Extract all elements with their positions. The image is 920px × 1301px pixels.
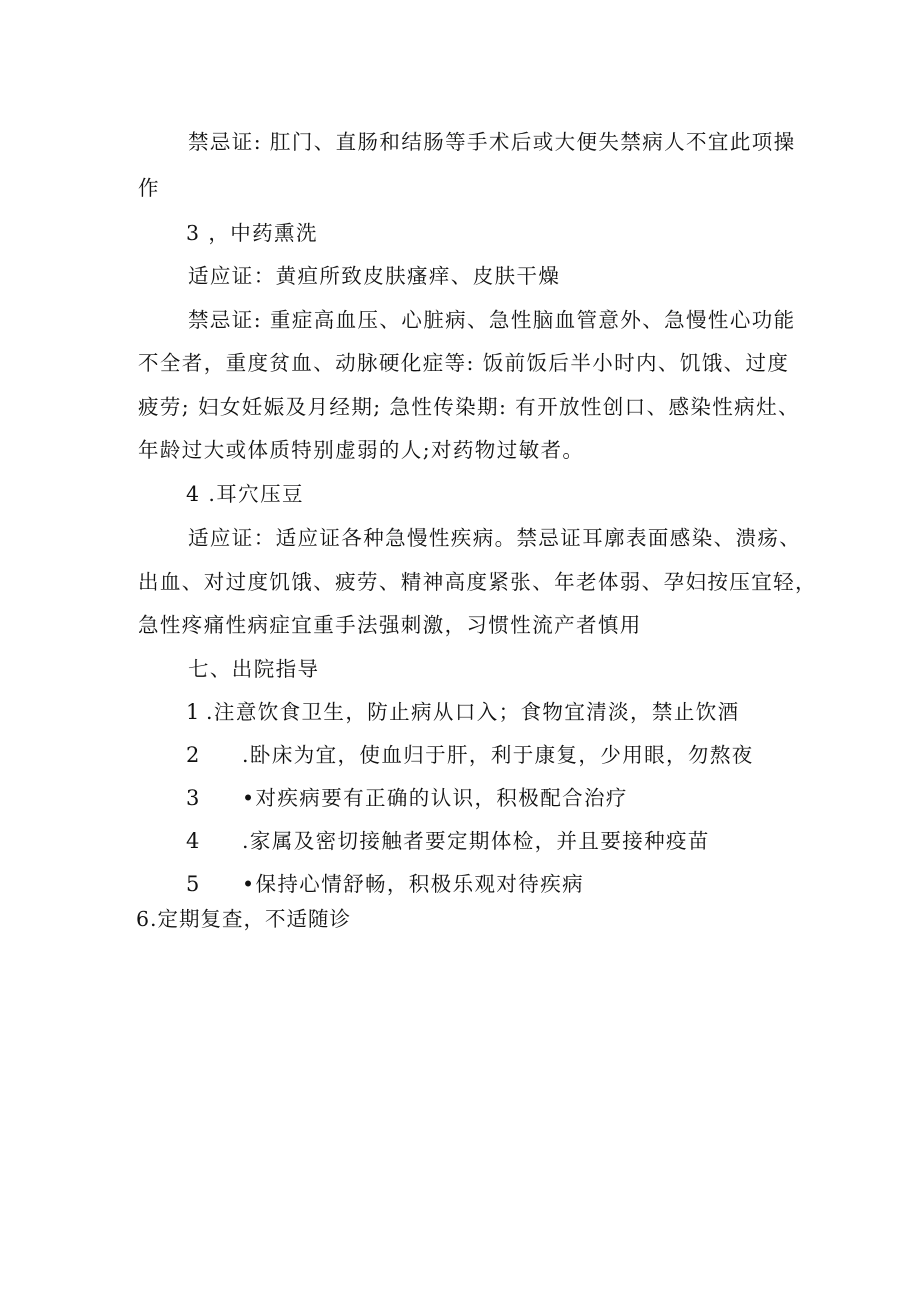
list-item-text: •对疾病要有正确的认识，积极配合治疗: [242, 786, 628, 810]
section-heading-discharge-guidance: 七、出院指导: [188, 657, 320, 681]
list-item-number: 3: [186, 786, 200, 810]
contraindication-line: 作: [138, 176, 160, 200]
list-item-six: 6.定期复查，不适随诊: [136, 907, 352, 931]
contraindication-line: 禁忌证: 重症高血压、心脏病、急性脑血管意外、急慢性心功能: [188, 308, 796, 332]
list-item-text: •保持心情舒畅，积极乐观对待疾病: [242, 872, 584, 896]
list-item-number: 2: [186, 743, 200, 767]
indication-line: 急性疼痛性病症宜重手法强刺激，习惯性流产者慎用: [138, 613, 642, 637]
contraindication-line: 不全者，重度贫血、动脉硬化症等: 饭前饭后半小时内、饥饿、过度: [138, 351, 790, 375]
list-item-text: .卧床为宜，使血归于肝，利于康复，少用眼，勿熬夜: [242, 743, 754, 767]
indication-line: 出血、对过度饥饿、疲劳、精神高度紧张、年老体弱、孕妇按压宜轻，: [138, 570, 817, 594]
heading-ear-acupoint: 4 .耳穴压豆: [186, 482, 304, 506]
list-item-text: .注意饮食卫生，防止病从口入；食物宜清淡，禁止饮酒: [206, 700, 740, 724]
contraindication-line: 年龄过大或体质特别虚弱的人;对药物过敏者。: [138, 438, 585, 462]
list-item-number: 4: [186, 829, 200, 853]
list-item-text: .家属及密切接触者要定期体检，并且要接种疫苗: [242, 829, 710, 853]
indication-line: 适应证：适应证各种急慢性疾病。禁忌证耳廓表面感染、溃疡、: [188, 526, 802, 550]
contraindication-line: 禁忌证: 肛门、直肠和结肠等手术后或大便失禁病人不宜此项操: [188, 130, 796, 154]
contraindication-line: 疲劳; 妇女妊娠及月经期; 急性传染期: 有开放性创口、感染性病灶、: [138, 395, 800, 419]
indication-line: 适应证：黄疸所致皮肤瘙痒、皮肤干燥: [188, 264, 561, 288]
heading-herbal-fumigation: 3 ，中药熏洗: [186, 221, 318, 245]
list-item-number: 5: [186, 872, 200, 896]
list-item-number: 1: [186, 700, 200, 724]
